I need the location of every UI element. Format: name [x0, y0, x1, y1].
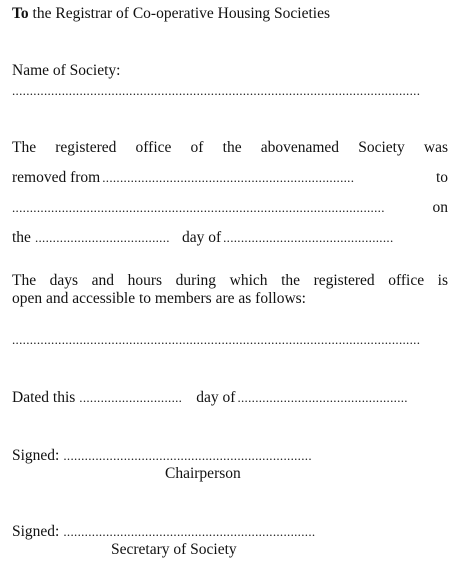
on-label: on	[432, 199, 448, 216]
hours-field[interactable]: ...................................................................................................................	[12, 333, 421, 347]
removal-day-of-label: day of	[181, 229, 222, 246]
addressee-registrar: the Registrar of Co-operative Housing Societies	[28, 5, 330, 22]
dated-this-label: Dated this	[12, 389, 76, 406]
addressee-line	[12, 5, 330, 23]
dated-day-field[interactable]: .............................	[79, 390, 183, 405]
removal-day-field[interactable]: ......................................	[34, 230, 170, 245]
society-name-field[interactable]: ...................................................................................................................	[12, 84, 421, 98]
removed-to-field[interactable]: .........................................................................................................	[12, 200, 385, 215]
society-name-label: Name of Society:	[12, 62, 121, 79]
removal-month-field[interactable]: ................................................	[223, 230, 394, 245]
addressee-to: To	[12, 5, 29, 22]
hours-statement-line1: The days and hours during which the registered office is	[12, 272, 448, 289]
signed-label-chairperson: Signed:	[12, 447, 60, 464]
the-label: the	[12, 229, 31, 246]
secretary-signature-row	[12, 523, 369, 541]
dated-row	[12, 389, 446, 407]
removed-from-label: removed from	[12, 169, 101, 186]
removal-date-row	[12, 229, 436, 247]
chairperson-signature-row	[12, 447, 366, 465]
chairperson-signature-field[interactable]: ......................................................................	[63, 448, 312, 463]
secretary-signature-field[interactable]: .......................................................................	[63, 524, 316, 539]
dated-day-of-label: day of	[196, 389, 236, 406]
to-label: to	[435, 169, 448, 186]
hours-statement-line2: open and accessible to members are as follows:	[12, 290, 306, 307]
dated-month-field[interactable]: ................................................	[237, 390, 408, 405]
removal-statement: The registered office of the abovenamed Society was	[12, 139, 448, 156]
signed-label-secretary: Signed:	[12, 523, 60, 540]
removal-to-row	[12, 199, 448, 217]
secretary-role: Secretary of Society	[111, 541, 237, 558]
removal-from-row	[12, 169, 448, 187]
removed-from-field[interactable]: .......................................................................	[102, 170, 355, 185]
chairperson-role: Chairperson	[165, 465, 241, 482]
